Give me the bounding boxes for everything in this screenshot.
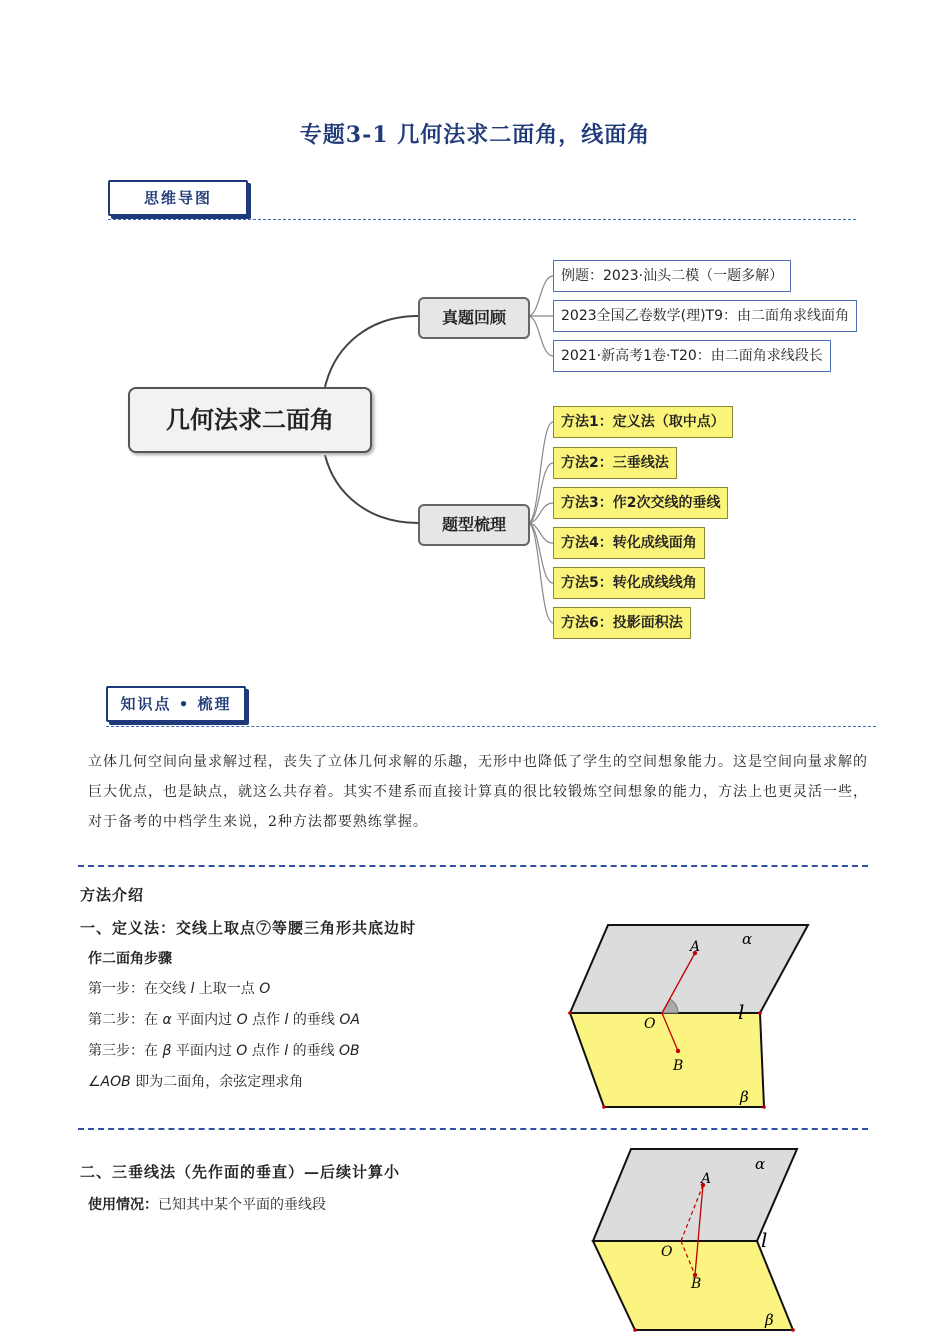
- section-tab-knowledge: 知识点 • 梳理: [106, 686, 246, 722]
- page-title: 专题3-1 几何法求二面角，线面角: [299, 122, 651, 148]
- section-tab-mindmap: 思维导图: [108, 180, 248, 216]
- connector-m-6: [528, 523, 553, 623]
- connector-real-1: [528, 276, 553, 316]
- label-O: O: [644, 1016, 656, 1032]
- section-divider: [106, 726, 876, 727]
- label-A: A: [701, 1171, 712, 1187]
- connector-m-1: [528, 422, 553, 523]
- connector-real-3: [528, 316, 553, 356]
- method1-subheading: 作二面角步骤: [88, 951, 172, 967]
- vertex: [762, 1105, 766, 1109]
- mindmap-method-item: 方法6：投影面积法: [553, 607, 691, 639]
- mindmap-real-item: 例题：2023·汕头二模（一题多解）: [553, 260, 791, 292]
- connector-real: [325, 316, 418, 387]
- vertex: [758, 1011, 762, 1015]
- mindmap-method-item: 方法2：三垂线法: [553, 447, 677, 479]
- label-beta: β: [740, 1088, 749, 1106]
- method1-heading: 一、定义法：交线上取点⑦等腰三角形共底边时: [80, 919, 417, 937]
- mindmap-method-item: 方法3：作2次交线的垂线: [553, 487, 728, 519]
- figure-definition-method: [560, 920, 820, 1115]
- divider: [78, 865, 868, 867]
- method1-step-1: 第一步：在交线 l 上取一点 O: [88, 981, 271, 997]
- vertex: [791, 1328, 795, 1332]
- label-alpha: α: [755, 1155, 766, 1173]
- label-B: B: [691, 1276, 702, 1292]
- vertex: [633, 1328, 637, 1332]
- method2-usage: 使用情况：已知其中某个平面的垂线段: [88, 1197, 326, 1213]
- method1-step-3: 第三步：在 β 平面内过 O 点作 l 的垂线 OB: [88, 1043, 360, 1059]
- mindmap-real-item: 2021·新高考1卷·T20：由二面角求线段长: [553, 340, 831, 372]
- method1-conclusion: ∠AOB 即为二面角，余弦定理求角: [88, 1074, 304, 1090]
- method1-step-2: 第二步：在 α 平面内过 O 点作 l 的垂线 OA: [88, 1012, 360, 1028]
- mindmap-real-item: 2023全国乙卷数学(理)T9：由二面角求线面角: [553, 300, 857, 332]
- label-O: O: [661, 1244, 673, 1260]
- divider: [78, 1128, 868, 1130]
- plane-alpha: [570, 925, 808, 1013]
- method-intro-heading: 方法介绍: [80, 886, 145, 904]
- vertex: [602, 1105, 606, 1109]
- label-l: l: [738, 1000, 745, 1024]
- label-l: l: [761, 1228, 768, 1252]
- method2-heading: 二、三垂线法（先作面的垂直）—后续计算小: [80, 1163, 401, 1181]
- mindmap-method-item: 方法4：转化成线面角: [553, 527, 705, 559]
- mindmap-method-item: 方法1：定义法（取中点）: [553, 406, 733, 438]
- intro-paragraph: 立体几何空间向量求解过程，丧失了立体几何求解的乐趣，无形中也降低了学生的空间想象能力。这是空间向量求解的巨大优点，也是缺点，就这么共存着。其实不建系而直接计算真的很比较锻炼空间想象的能力，方法上也更灵活一些，对于备考的中档学生来说，2种方法都要熟练掌握。: [88, 754, 868, 830]
- label-beta: β: [765, 1311, 774, 1329]
- mindmap-central: 几何法求二面角: [128, 387, 372, 453]
- label-A: A: [690, 939, 701, 955]
- connector-type: [325, 455, 418, 523]
- mindmap-branch-real: 真题回顾: [418, 297, 530, 339]
- figure-three-perpendicular: [585, 1145, 815, 1344]
- label-B: B: [673, 1058, 684, 1074]
- point-B: [676, 1049, 680, 1053]
- label-alpha: α: [742, 930, 753, 948]
- mindmap-branch-type: 题型梳理: [418, 504, 530, 546]
- plane-beta: [570, 1013, 764, 1107]
- mindmap-method-item: 方法5：转化成线线角: [553, 567, 705, 599]
- vertex: [568, 1011, 572, 1015]
